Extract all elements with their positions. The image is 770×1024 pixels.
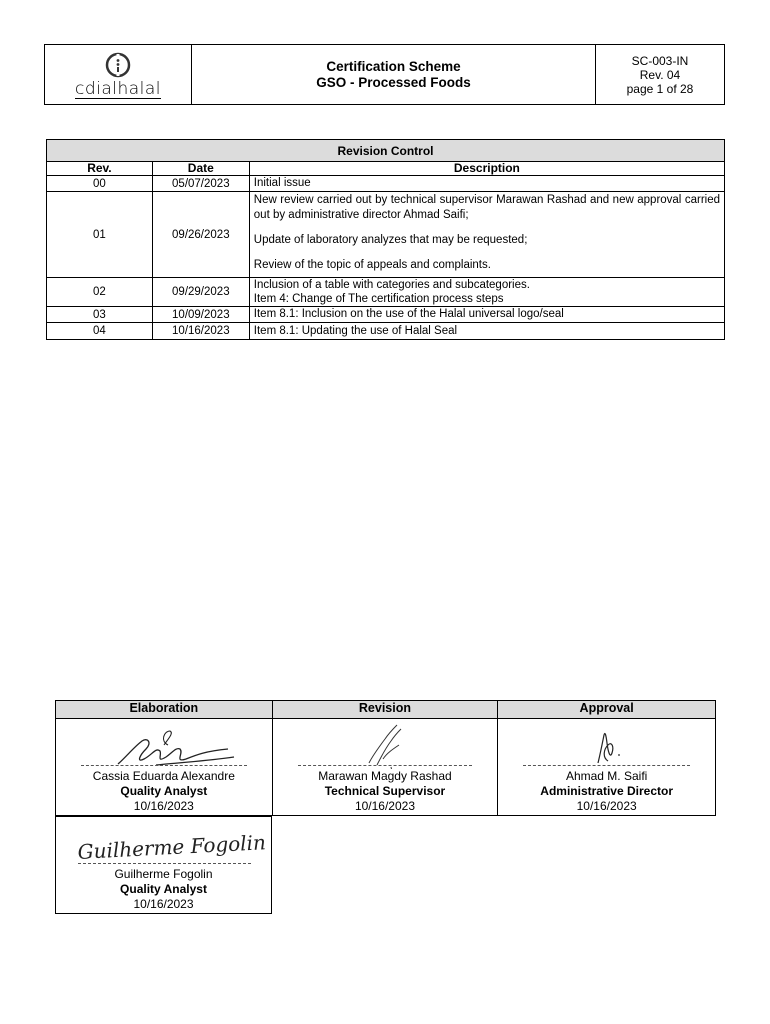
signature-date: 10/16/2023 [133,799,194,813]
title-line-2: GSO - Processed Foods [316,74,471,90]
revision-control-table [46,139,725,340]
table-row [47,278,725,307]
rev-cell: 01 [47,192,153,278]
table-row [47,192,725,278]
table-row [47,176,725,192]
signature-cell-approval [498,719,716,816]
page-number: page 1 of 28 [626,81,694,96]
signature-area [56,817,271,867]
date-cell: 05/07/2023 [152,176,249,192]
handwritten-signature-icon [56,817,273,867]
handwritten-signature-icon [498,719,716,769]
handwritten-signature-icon [273,719,499,769]
signer-name: Guilherme Fogolin [114,867,213,881]
signer-role: Administrative Director [540,784,673,798]
signer-role: Quality Analyst [120,882,207,896]
handwritten-signature-text: Guilherme Fogolin [77,830,267,864]
description-paragraph: Update of laboratory analyzes that may be requested; [253,234,528,246]
table-row [47,323,725,340]
date-cell: 09/29/2023 [152,278,249,307]
document-code: SC-003-IN [631,53,689,68]
signature-table [55,700,716,816]
signature-date: 10/16/2023 [354,799,415,813]
date-cell: 10/09/2023 [152,307,249,323]
date-cell: 09/26/2023 [152,192,249,278]
description-cell [249,278,724,307]
signature-date: 10/16/2023 [576,799,637,813]
header-approval: Approval [498,701,716,719]
company-logo [45,45,192,104]
rev-cell: 04 [47,323,153,340]
signature-cell-elaboration [56,719,273,816]
description-cell: Initial issue [249,176,724,192]
column-header-date: Date [152,162,249,176]
document-code-block [596,45,724,104]
header-elaboration: Elaboration [56,701,273,719]
signer-role: Quality Analyst [120,784,208,798]
date-cell: 10/16/2023 [152,323,249,340]
signature-area [56,719,272,769]
signer-role: Technical Supervisor [324,784,446,798]
description-paragraph: Item 4: Change of The certification process steps [253,293,504,305]
signature-area [498,719,715,769]
description-paragraph: New review carried out by technical supervisor Marawan Rashad and new approval carried out by administrative director Ahmad Saifi; [253,194,720,221]
rev-cell: 03 [47,307,153,323]
signer-name: Ahmad M. Saifi [565,769,648,783]
handwritten-signature-icon [56,719,273,769]
signature-cell-revision [272,719,498,816]
description-cell [249,192,724,278]
rev-cell: 02 [47,278,153,307]
header-revision: Revision [272,701,498,719]
rev-cell: 00 [47,176,153,192]
description-paragraph: Review of the topic of appeals and complaints. [253,259,491,271]
column-header-description: Description [249,162,724,176]
signer-name: Cassia Eduarda Alexandre [92,769,235,783]
signature-area [273,719,498,769]
signature-date: 10/16/2023 [133,897,194,911]
table-row [47,307,725,323]
description-cell: Item 8.1: Updating the use of Halal Seal [249,323,724,340]
table-caption: Revision Control [47,140,725,162]
logo-wordmark: cdialhalal [74,78,162,99]
document-header [44,44,725,105]
signature-cell-elaboration-2 [55,816,272,914]
description-paragraph: Inclusion of a table with categories and subcategories. [253,279,530,291]
halal-logo-icon [104,51,132,79]
signer-name: Marawan Magdy Rashad [318,769,452,783]
column-header-rev: Rev. [47,162,153,176]
description-cell: Item 8.1: Inclusion on the use of the Halal universal logo/seal [249,307,724,323]
title-line-1: Certification Scheme [326,58,461,74]
document-revision: Rev. 04 [639,67,681,82]
document-title [192,45,596,104]
